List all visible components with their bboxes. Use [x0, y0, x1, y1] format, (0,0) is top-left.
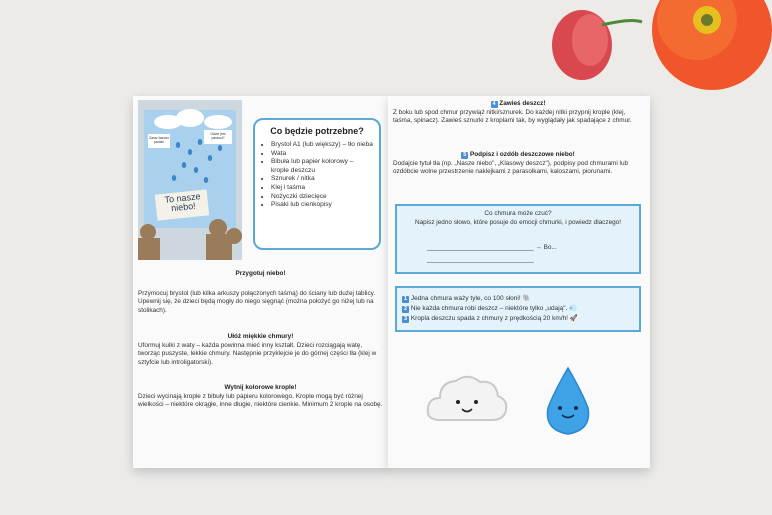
step4-body: Z boku lub spod chmur przywiąż nitki/sznurek. Do każdej nitki przypnij krople (klej, taśma, spinacz). Zawieś sznurki z kroplami tak, by wyglądały jak spadające z chmur. [393, 109, 632, 125]
step4-number: 4 [492, 101, 496, 107]
step5-title [393, 151, 643, 159]
step5-body: Dodajcie tytuł tła (np. „Nasze niebo", „Klasowy deszcz"), podpisy pod chmurami lub ozdóbcie wolne przestrzenie naklejkami z parasolkami, kaloszami, piorunami. [393, 160, 629, 176]
step5-title-text: Podpisz i ozdób deszczowe niebo! [470, 151, 575, 158]
photo-bubble-2: Gdzie jest parasol? [210, 132, 226, 140]
facts-box [395, 286, 641, 332]
classroom-photo [138, 100, 242, 260]
emotion-question-box [395, 204, 641, 274]
left-page [133, 96, 389, 468]
photo-sign: To nasze niebo! [164, 191, 201, 214]
materials-title: Co będzie potrzebne? [270, 126, 364, 136]
photo-bubble-1: Zaraz bardzo padać! [149, 136, 169, 144]
step5-number: 5 [463, 152, 467, 158]
step4-title-text: Zawieś deszcz! [499, 100, 546, 107]
step3-body: Dzieci wycinają krople z bibuły lub papieru kolorowego. Krople mogą być różnej wielkości – niektóre okrągłe, inne długie, niektóre cienkie. Minimum 2 krople na osobę. [138, 393, 383, 409]
list-item: • Pisaki lub cienkopisy [271, 201, 373, 210]
step3-title: Wytnij kolorowe krople! [224, 384, 297, 391]
fact-item: 3 Kropla deszczu spada z chmury z prędkością 20 km/h! 🚀 [403, 315, 578, 322]
list-item: • Brystol A1 (lub większy) – tło nieba [271, 141, 373, 150]
step4-title [393, 100, 643, 108]
materials-list [261, 141, 373, 210]
list-item: • Klej i taśma [271, 184, 373, 193]
question-title: Co chmura może czuć? [484, 210, 552, 217]
flowers-decoration [532, 0, 772, 110]
answer-line-1[interactable]: ______________________________ → Bo... [427, 244, 557, 251]
step1-body: Przymocuj brystol (lub kilka arkuszy połączonych taśmą) do ściany lub dużej tablicy. Upewnij się, że dzieci będą mogły do niego sięgnąć (można położyć go niżej lub na stolikach). [138, 290, 376, 314]
list-item: • Sznurek / nitka [271, 175, 373, 184]
raindrop-sticker [540, 364, 596, 440]
step2-body: Uformuj kulki z waty – każda powinna mieć inny kształt. Dzieci rozciągają watę, tworząc puszyste, lekkie chmury. Następnie przyklejcie je do górnej części tła (klej w sztyfcie lub introligatorski). [138, 342, 377, 366]
fact-item: 2 Nie każda chmura robi deszcz – niektóre tylko „udają". 💨 [403, 305, 578, 312]
step1-title: Przygotuj niebo! [235, 270, 286, 277]
list-item: • Bibuła lub papier kolorowy – krople deszczu [271, 158, 373, 175]
fact-item: 1 Jedna chmura waży tyle, co 100 słoni! 🐘 [403, 295, 531, 302]
step2-title: Ułóż miękkie chmury! [227, 333, 294, 340]
list-item: • Wata [271, 150, 373, 159]
right-page [388, 96, 650, 468]
list-item: • Nożyczki dziecięce [271, 193, 373, 202]
cloud-sticker [424, 368, 510, 432]
answer-line-2[interactable]: ______________________________ [427, 256, 534, 263]
materials-box [253, 118, 381, 250]
question-body: Napisz jedno słowo, które posuje do emocji chmurki, i powiedz dlaczego! [414, 219, 622, 226]
